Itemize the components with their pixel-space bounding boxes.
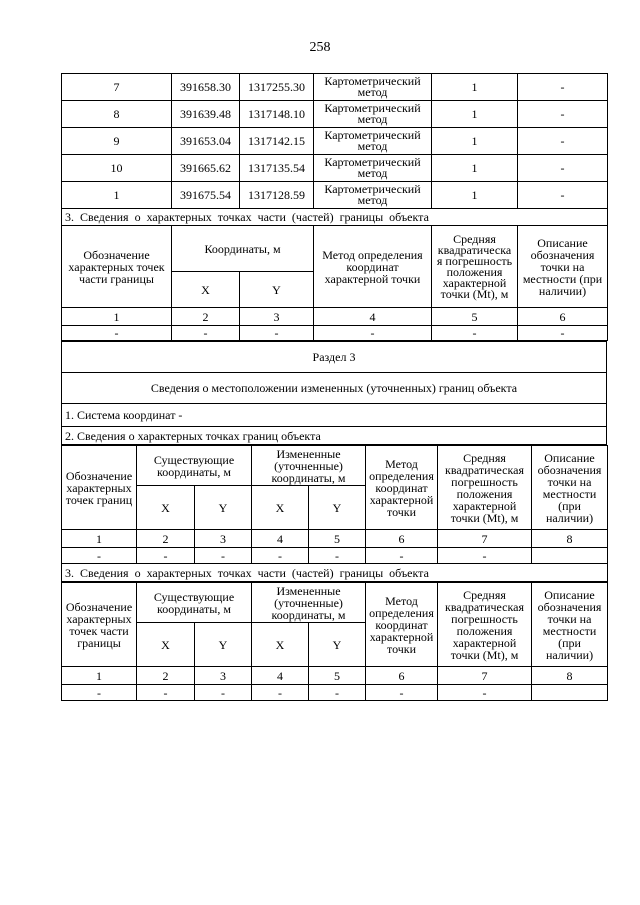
header-existing-coordinates: Существующие координаты, м xyxy=(137,446,252,486)
header-accuracy: Средняя квадратическа я погрешность положения характерной точки (Mt), м xyxy=(432,226,518,308)
header-changed-x: X xyxy=(252,486,309,530)
header-y: Y xyxy=(240,272,314,308)
point-x: 391658.30 xyxy=(172,74,240,101)
column-number: 5 xyxy=(309,667,366,685)
point-accuracy: 1 xyxy=(432,155,518,182)
empty-cell: - xyxy=(137,548,195,564)
point-method: Картометрический метод xyxy=(314,101,432,128)
empty-cell: - xyxy=(366,685,438,701)
changed-points-table xyxy=(61,445,608,582)
point-x: 391665.62 xyxy=(172,155,240,182)
table-row xyxy=(62,155,608,182)
empty-cell: - xyxy=(309,685,366,701)
point-y: 1317128.59 xyxy=(240,182,314,209)
column-number: 3 xyxy=(240,308,314,326)
point-number: 9 xyxy=(62,128,172,155)
column-number: 7 xyxy=(438,530,532,548)
point-accuracy: 1 xyxy=(432,128,518,155)
column-number: 4 xyxy=(252,667,309,685)
column-number: 3 xyxy=(195,530,252,548)
column-numbers-row xyxy=(62,530,608,548)
column-numbers-row xyxy=(62,308,608,326)
table-row xyxy=(62,128,608,155)
section-subtitle: Сведения о местоположении измененных (уточненных) границ объекта xyxy=(62,373,607,404)
empty-cell: - xyxy=(62,548,137,564)
point-method: Картометрический метод xyxy=(314,128,432,155)
header-changed-coordinates: Измененные (уточненные) координаты, м xyxy=(252,446,366,486)
point-y: 1317142.15 xyxy=(240,128,314,155)
header-accuracy: Средняя квадратическая погрешность положения характерной точки (Mt), м xyxy=(438,583,532,667)
points-section-title: 2. Сведения о характерных точках границ объекта xyxy=(62,427,607,445)
column-number: 7 xyxy=(438,667,532,685)
header-description: Описание обозначения точки на местности (при наличии) xyxy=(532,583,608,667)
column-number: 1 xyxy=(62,530,137,548)
point-accuracy: 1 xyxy=(432,182,518,209)
points-table xyxy=(61,73,608,341)
header-changed-y: Y xyxy=(309,623,366,667)
empty-cell xyxy=(532,548,608,564)
point-accuracy: 1 xyxy=(432,101,518,128)
point-number: 10 xyxy=(62,155,172,182)
empty-cell: - xyxy=(172,326,240,341)
point-description: - xyxy=(518,101,608,128)
column-number: 4 xyxy=(252,530,309,548)
header-coordinates: Координаты, м xyxy=(172,226,314,272)
empty-cell: - xyxy=(195,548,252,564)
point-y: 1317255.30 xyxy=(240,74,314,101)
empty-cell: - xyxy=(366,548,438,564)
column-number: 2 xyxy=(172,308,240,326)
header-designation: Обозначение характерных точек части границы xyxy=(62,583,137,667)
header-x: X xyxy=(172,272,240,308)
empty-row xyxy=(62,685,608,701)
header-existing-y: Y xyxy=(195,623,252,667)
point-x: 391639.48 xyxy=(172,101,240,128)
section3-headings xyxy=(61,341,607,445)
header-existing-y: Y xyxy=(195,486,252,530)
point-y: 1317135.54 xyxy=(240,155,314,182)
part-section-title: 3. Сведения о характерных точках части (частей) границы объекта xyxy=(62,564,608,582)
table-row xyxy=(62,74,608,101)
empty-cell: - xyxy=(195,685,252,701)
points-table-body xyxy=(62,74,608,209)
document-body xyxy=(61,73,607,701)
column-number: 6 xyxy=(518,308,608,326)
coordinate-system: 1. Система координат - xyxy=(62,404,607,427)
changed-part-points-table xyxy=(61,582,608,701)
point-accuracy: 1 xyxy=(432,74,518,101)
point-number: 7 xyxy=(62,74,172,101)
column-number: 1 xyxy=(62,308,172,326)
column-number: 6 xyxy=(366,667,438,685)
column-number: 2 xyxy=(137,530,195,548)
page-number: 258 xyxy=(309,40,331,55)
column-numbers-row xyxy=(62,667,608,685)
empty-cell: - xyxy=(314,326,432,341)
empty-cell: - xyxy=(252,685,309,701)
header-changed-y: Y xyxy=(309,486,366,530)
header-accuracy: Средняя квадратическая погрешность положения характерной точки (Mt), м xyxy=(438,446,532,530)
point-number: 8 xyxy=(62,101,172,128)
column-number: 8 xyxy=(532,530,608,548)
empty-cell: - xyxy=(62,326,172,341)
empty-cell: - xyxy=(137,685,195,701)
header-method: Метод определения координат характерной точки xyxy=(366,583,438,667)
header-designation: Обозначение характерных точек границ xyxy=(62,446,137,530)
column-number: 3 xyxy=(195,667,252,685)
header-designation: Обозначение характерных точек части границы xyxy=(62,226,172,308)
column-number: 5 xyxy=(309,530,366,548)
column-number: 6 xyxy=(366,530,438,548)
header-changed-coordinates: Измененные (уточненные) координаты, м xyxy=(252,583,366,623)
point-number: 1 xyxy=(62,182,172,209)
point-method: Картометрический метод xyxy=(314,182,432,209)
column-number: 2 xyxy=(137,667,195,685)
part-section-title: 3. Сведения о характерных точках части (частей) границы объекта xyxy=(62,209,608,226)
point-method: Картометрический метод xyxy=(314,155,432,182)
header-description: Описание обозначения точки на местности (при наличии) xyxy=(532,446,608,530)
empty-cell: - xyxy=(438,548,532,564)
header-existing-x: X xyxy=(137,486,195,530)
table-row xyxy=(62,101,608,128)
empty-cell: - xyxy=(309,548,366,564)
column-number: 1 xyxy=(62,667,137,685)
empty-cell: - xyxy=(432,326,518,341)
point-method: Картометрический метод xyxy=(314,74,432,101)
header-description: Описание обозначения точки на местности (при наличии) xyxy=(518,226,608,308)
point-description: - xyxy=(518,74,608,101)
empty-cell: - xyxy=(438,685,532,701)
header-method: Метод определения координат характерной точки xyxy=(366,446,438,530)
column-number: 5 xyxy=(432,308,518,326)
empty-row xyxy=(62,326,608,341)
header-existing-coordinates: Существующие координаты, м xyxy=(137,583,252,623)
column-number: 4 xyxy=(314,308,432,326)
empty-cell: - xyxy=(518,326,608,341)
empty-cell: - xyxy=(252,548,309,564)
column-number: 8 xyxy=(532,667,608,685)
point-x: 391653.04 xyxy=(172,128,240,155)
point-y: 1317148.10 xyxy=(240,101,314,128)
table-row xyxy=(62,182,608,209)
empty-cell: - xyxy=(62,685,137,701)
point-description: - xyxy=(518,155,608,182)
header-changed-x: X xyxy=(252,623,309,667)
section-title: Раздел 3 xyxy=(62,342,607,373)
empty-cell xyxy=(532,685,608,701)
empty-row xyxy=(62,548,608,564)
header-existing-x: X xyxy=(137,623,195,667)
header-method: Метод определения координат характерной точки xyxy=(314,226,432,308)
point-description: - xyxy=(518,128,608,155)
point-x: 391675.54 xyxy=(172,182,240,209)
empty-cell: - xyxy=(240,326,314,341)
point-description: - xyxy=(518,182,608,209)
